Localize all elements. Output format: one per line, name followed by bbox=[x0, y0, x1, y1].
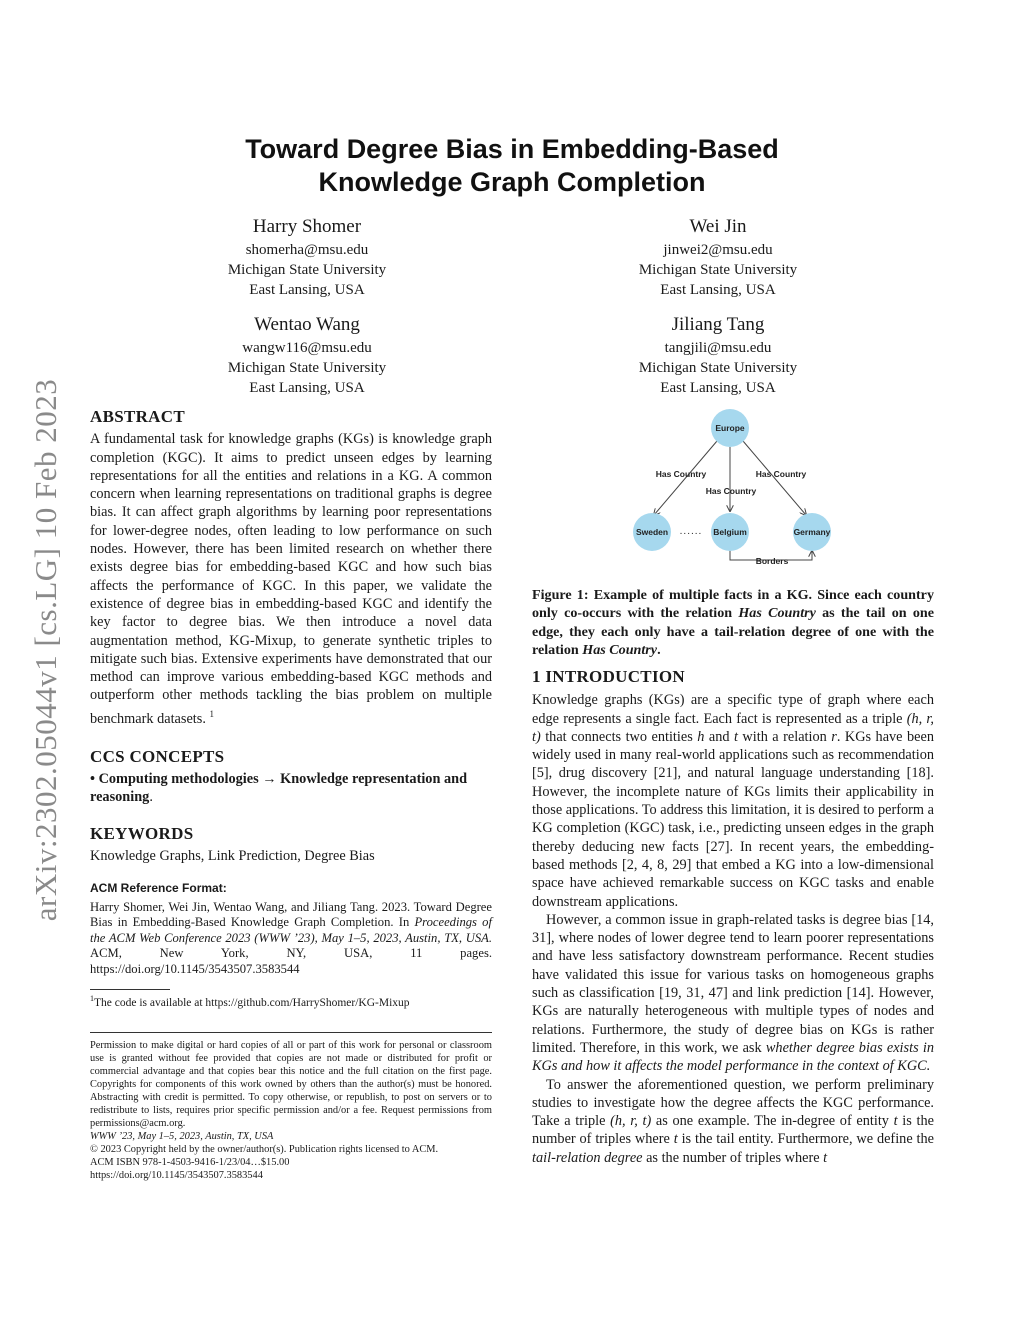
caption-part-b: as the tail on one edge, they each only have a tail-relation degree of one with the relation bbox=[532, 605, 934, 658]
author-email: tangjili@msu.edu bbox=[664, 340, 772, 356]
node-label-belgium: Belgium bbox=[713, 527, 747, 537]
intro-p3-part: as the number of triples where bbox=[642, 1149, 824, 1166]
edge-label-left: Has Country bbox=[655, 469, 707, 479]
intro-p3-t: t bbox=[893, 1113, 898, 1130]
left-column bbox=[90, 408, 492, 978]
intro-p3-triple: (h, r, t) bbox=[610, 1113, 652, 1130]
permission-doi: https://doi.org/10.1145/3543507.3583544 bbox=[90, 1170, 263, 1181]
intro-heading: 1 INTRODUCTION bbox=[532, 667, 685, 686]
permission-conference: WWW ’23, May 1–5, 2023, Austin, TX, USA bbox=[90, 1131, 274, 1142]
author-block-2 bbox=[568, 214, 868, 300]
footnote bbox=[90, 992, 492, 1010]
intro-p3-term: tail-relation degree bbox=[532, 1149, 643, 1166]
author-location: East Lansing, USA bbox=[660, 380, 776, 396]
keywords-text: Knowledge Graphs, Link Prediction, Degree Bias bbox=[90, 848, 375, 864]
abstract-body: A fundamental task for knowledge graphs (KGs) is knowledge graph completion (KGC). It aims to predict unseen edges by learning representations for all the entities and relations in a KG. A common concern when learning representations on traditional graphs is degree bias. It can affect graph algorithms by learning poor representations for lower-degree nodes, often leading to low performance on such nodes. However, there has been limited research on whether there exists degree bias for embedding-based KGC and how such bias affects the performance of KGC. In this paper, we validate the existence of degree bias in embedding-based KGC and identify the key factor to degree bias. We then introduce a novel data augmentation method, KG-Mixup, to generate synthetic triples to mitigate such bias. Extensive experiments have demonstrated that our method can improve various embedding-based KGC methods and outperform other methods tackling the bias problem on multiple benchmark datasets. bbox=[90, 431, 492, 727]
author-block-3 bbox=[157, 312, 457, 398]
arxiv-stamp bbox=[28, 0, 64, 1325]
author-block-1 bbox=[157, 214, 457, 300]
edge-label-right: Has Country bbox=[755, 469, 807, 479]
author-affiliation: Michigan State University bbox=[227, 360, 387, 376]
acm-ref-citation: Harry Shomer, Wei Jin, Wentao Wang, and Jiliang Tang. 2023. Toward Degree Bias in Embedding-Based Knowledge Graph Completion. In bbox=[90, 899, 492, 930]
ccs-concept: Knowledge representation and reasoning bbox=[90, 771, 468, 806]
intro-p1-r: r bbox=[831, 728, 837, 745]
intro-p1-part: Knowledge graphs (KGs) are a specific type of graph where each edge represents a single fact. Each fact is represented as a triple bbox=[532, 692, 934, 727]
intro-paragraph-2 bbox=[532, 911, 934, 1076]
right-column bbox=[532, 668, 934, 1167]
intro-p2-part: However, a common issue in graph-related tasks is degree bias [14, 31], where nodes of lower degree tend to learn poorer representations and have less satisfactory downstream performance. Recent studies have validated this issue for various tasks on homogeneous graphs such as classification [19, 31, 47] and link prediction [14]. However, KGs are naturally heterogeneous with multiple types of nodes and relations. Furthermore, the study of degree bias on KGs is rather limited. Therefore, in this work, we ask bbox=[532, 911, 934, 1056]
intro-p1-h: h bbox=[697, 728, 705, 745]
caption-part-a: Figure 1: Example of multiple facts in a KG. Since each country only co-occurs with the relation bbox=[532, 587, 934, 622]
title-line-2: Knowledge Graph Completion bbox=[318, 167, 706, 197]
caption-part-c: . bbox=[657, 641, 661, 658]
acm-ref-venue: Proceedings of the ACM Web Conference 2023 (WWW ’23), May 1–5, 2023, Austin, TX, USA. bbox=[90, 915, 492, 945]
intro-paragraph-3 bbox=[532, 1076, 934, 1167]
ccs-bullet: • Computing methodologies bbox=[90, 771, 259, 788]
ccs-heading: CCS CONCEPTS bbox=[90, 746, 225, 766]
author-name: Jiliang Tang bbox=[671, 314, 765, 335]
permission-isbn: ACM ISBN 978-1-4503-9416-1/23/04…$15.00 bbox=[90, 1157, 290, 1168]
paper-title bbox=[150, 133, 874, 199]
intro-p3-part: is the tail entity. Furthermore, we define the bbox=[677, 1131, 934, 1148]
author-name: Wei Jin bbox=[689, 216, 747, 237]
kg-example-figure bbox=[620, 402, 860, 582]
author-email: wangw116@msu.edu bbox=[242, 340, 372, 356]
figure-caption bbox=[532, 586, 934, 659]
intro-p1-part: . KGs have been widely used in many real-world applications such as recommendation [5], drug discovery [21], and natural language understanding [18]. However, the incomplete nature of KGs limits their applicability in those applications. To address this limitation, it is desired to perform a KG completion (KGC) task, i.e., predicting unseen edges in the graph thereby deducing new facts [27]. In recent years, the embedding-based methods [2, 4, 8, 29] that embed a KG into a low-dimensional space have achieved remarkable success on KGC tasks and enable downstream applications. bbox=[532, 728, 934, 910]
intro-p1-part: with a relation bbox=[737, 728, 832, 745]
node-label-europe: Europe bbox=[715, 423, 745, 433]
abstract-heading: ABSTRACT bbox=[90, 407, 185, 426]
footnote-text: The code is available at https://github.com/HarryShomer/KG-Mixup bbox=[94, 996, 410, 1009]
intro-paragraph-1 bbox=[532, 691, 934, 911]
permission-divider bbox=[90, 1032, 492, 1033]
node-label-germany: Germany bbox=[793, 527, 831, 537]
author-affiliation: Michigan State University bbox=[227, 262, 387, 278]
caption-relation-2: Has Country bbox=[582, 641, 658, 658]
intro-p3-t: t bbox=[673, 1131, 678, 1148]
abstract-footnote-mark: 1 bbox=[209, 708, 214, 719]
arxiv-stamp-text: arXiv:2302.05044v1 [cs.LG] 10 Feb 2023 bbox=[28, 378, 63, 922]
ccs-period: . bbox=[149, 789, 153, 806]
author-name: Wentao Wang bbox=[254, 314, 360, 335]
arrow-icon: → bbox=[262, 771, 277, 788]
author-location: East Lansing, USA bbox=[660, 282, 776, 298]
intro-p3-part: To answer the aforementioned question, we perform preliminary studies to investigate how the degree affects the KGC performance. Take a triple bbox=[532, 1076, 934, 1130]
ccs-concepts bbox=[90, 770, 492, 807]
author-affiliation: Michigan State University bbox=[638, 262, 798, 278]
intro-p3-t: t bbox=[823, 1149, 828, 1166]
edge-label-borders: Borders bbox=[755, 556, 789, 566]
abstract-text bbox=[90, 430, 492, 728]
author-affiliation: Michigan State University bbox=[638, 360, 798, 376]
intro-p1-part: that connects two entities bbox=[540, 728, 698, 745]
acm-ref-text bbox=[90, 900, 492, 978]
permission-copyright: © 2023 Copyright held by the owner/author(s). Publication rights licensed to ACM. bbox=[90, 1144, 439, 1155]
author-email: jinwei2@msu.edu bbox=[663, 242, 773, 258]
intro-p1-part: and bbox=[704, 728, 734, 745]
keywords-heading: KEYWORDS bbox=[90, 823, 194, 843]
dots-label: ...... bbox=[679, 526, 703, 537]
acm-ref-publisher: ACM, New York, NY, USA, 11 pages. https://doi.org/10.1145/3543507.3583544 bbox=[90, 946, 492, 976]
intro-p3-part: is the number of triples where bbox=[532, 1113, 934, 1148]
author-location: East Lansing, USA bbox=[249, 282, 365, 298]
caption-relation-1: Has Country bbox=[738, 605, 816, 622]
author-name: Harry Shomer bbox=[252, 216, 362, 237]
edge-label-middle: Has Country bbox=[705, 486, 757, 496]
permission-text: Permission to make digital or hard copies of all or part of this work for personal or classroom use is granted without fee provided that copies are not made or distributed for profit or commercial advantage and that copies bear this notice and the full citation on the first page. Copyrights for components of this work owned by others than the author(s) must be honored. Abstracting with credit is permitted. To copy otherwise, or republish, to post on servers or to redistribute to lists, requires prior specific permission and/or a fee. Request permissions from permissions@acm.org. bbox=[90, 1040, 492, 1129]
author-block-4 bbox=[568, 312, 868, 398]
footnote-mark: 1 bbox=[90, 994, 94, 1003]
intro-p1-t: t bbox=[733, 728, 738, 745]
permission-block bbox=[90, 1039, 492, 1182]
intro-p2-question: whether degree bias exists in KGs and how it affects the model performance in the context of KGC. bbox=[532, 1039, 934, 1075]
intro-p3-part: as one example. The in-degree of entity bbox=[651, 1113, 894, 1130]
footnote-divider bbox=[90, 989, 170, 990]
acm-reference bbox=[90, 879, 492, 977]
author-location: East Lansing, USA bbox=[249, 380, 365, 396]
acm-ref-heading: ACM Reference Format: bbox=[90, 881, 227, 896]
intro-p1-triple: (h, r, t) bbox=[532, 710, 934, 745]
title-line-1: Toward Degree Bias in Embedding-Based bbox=[245, 134, 779, 164]
author-email: shomerha@msu.edu bbox=[245, 242, 369, 258]
node-label-sweden: Sweden bbox=[635, 527, 669, 537]
